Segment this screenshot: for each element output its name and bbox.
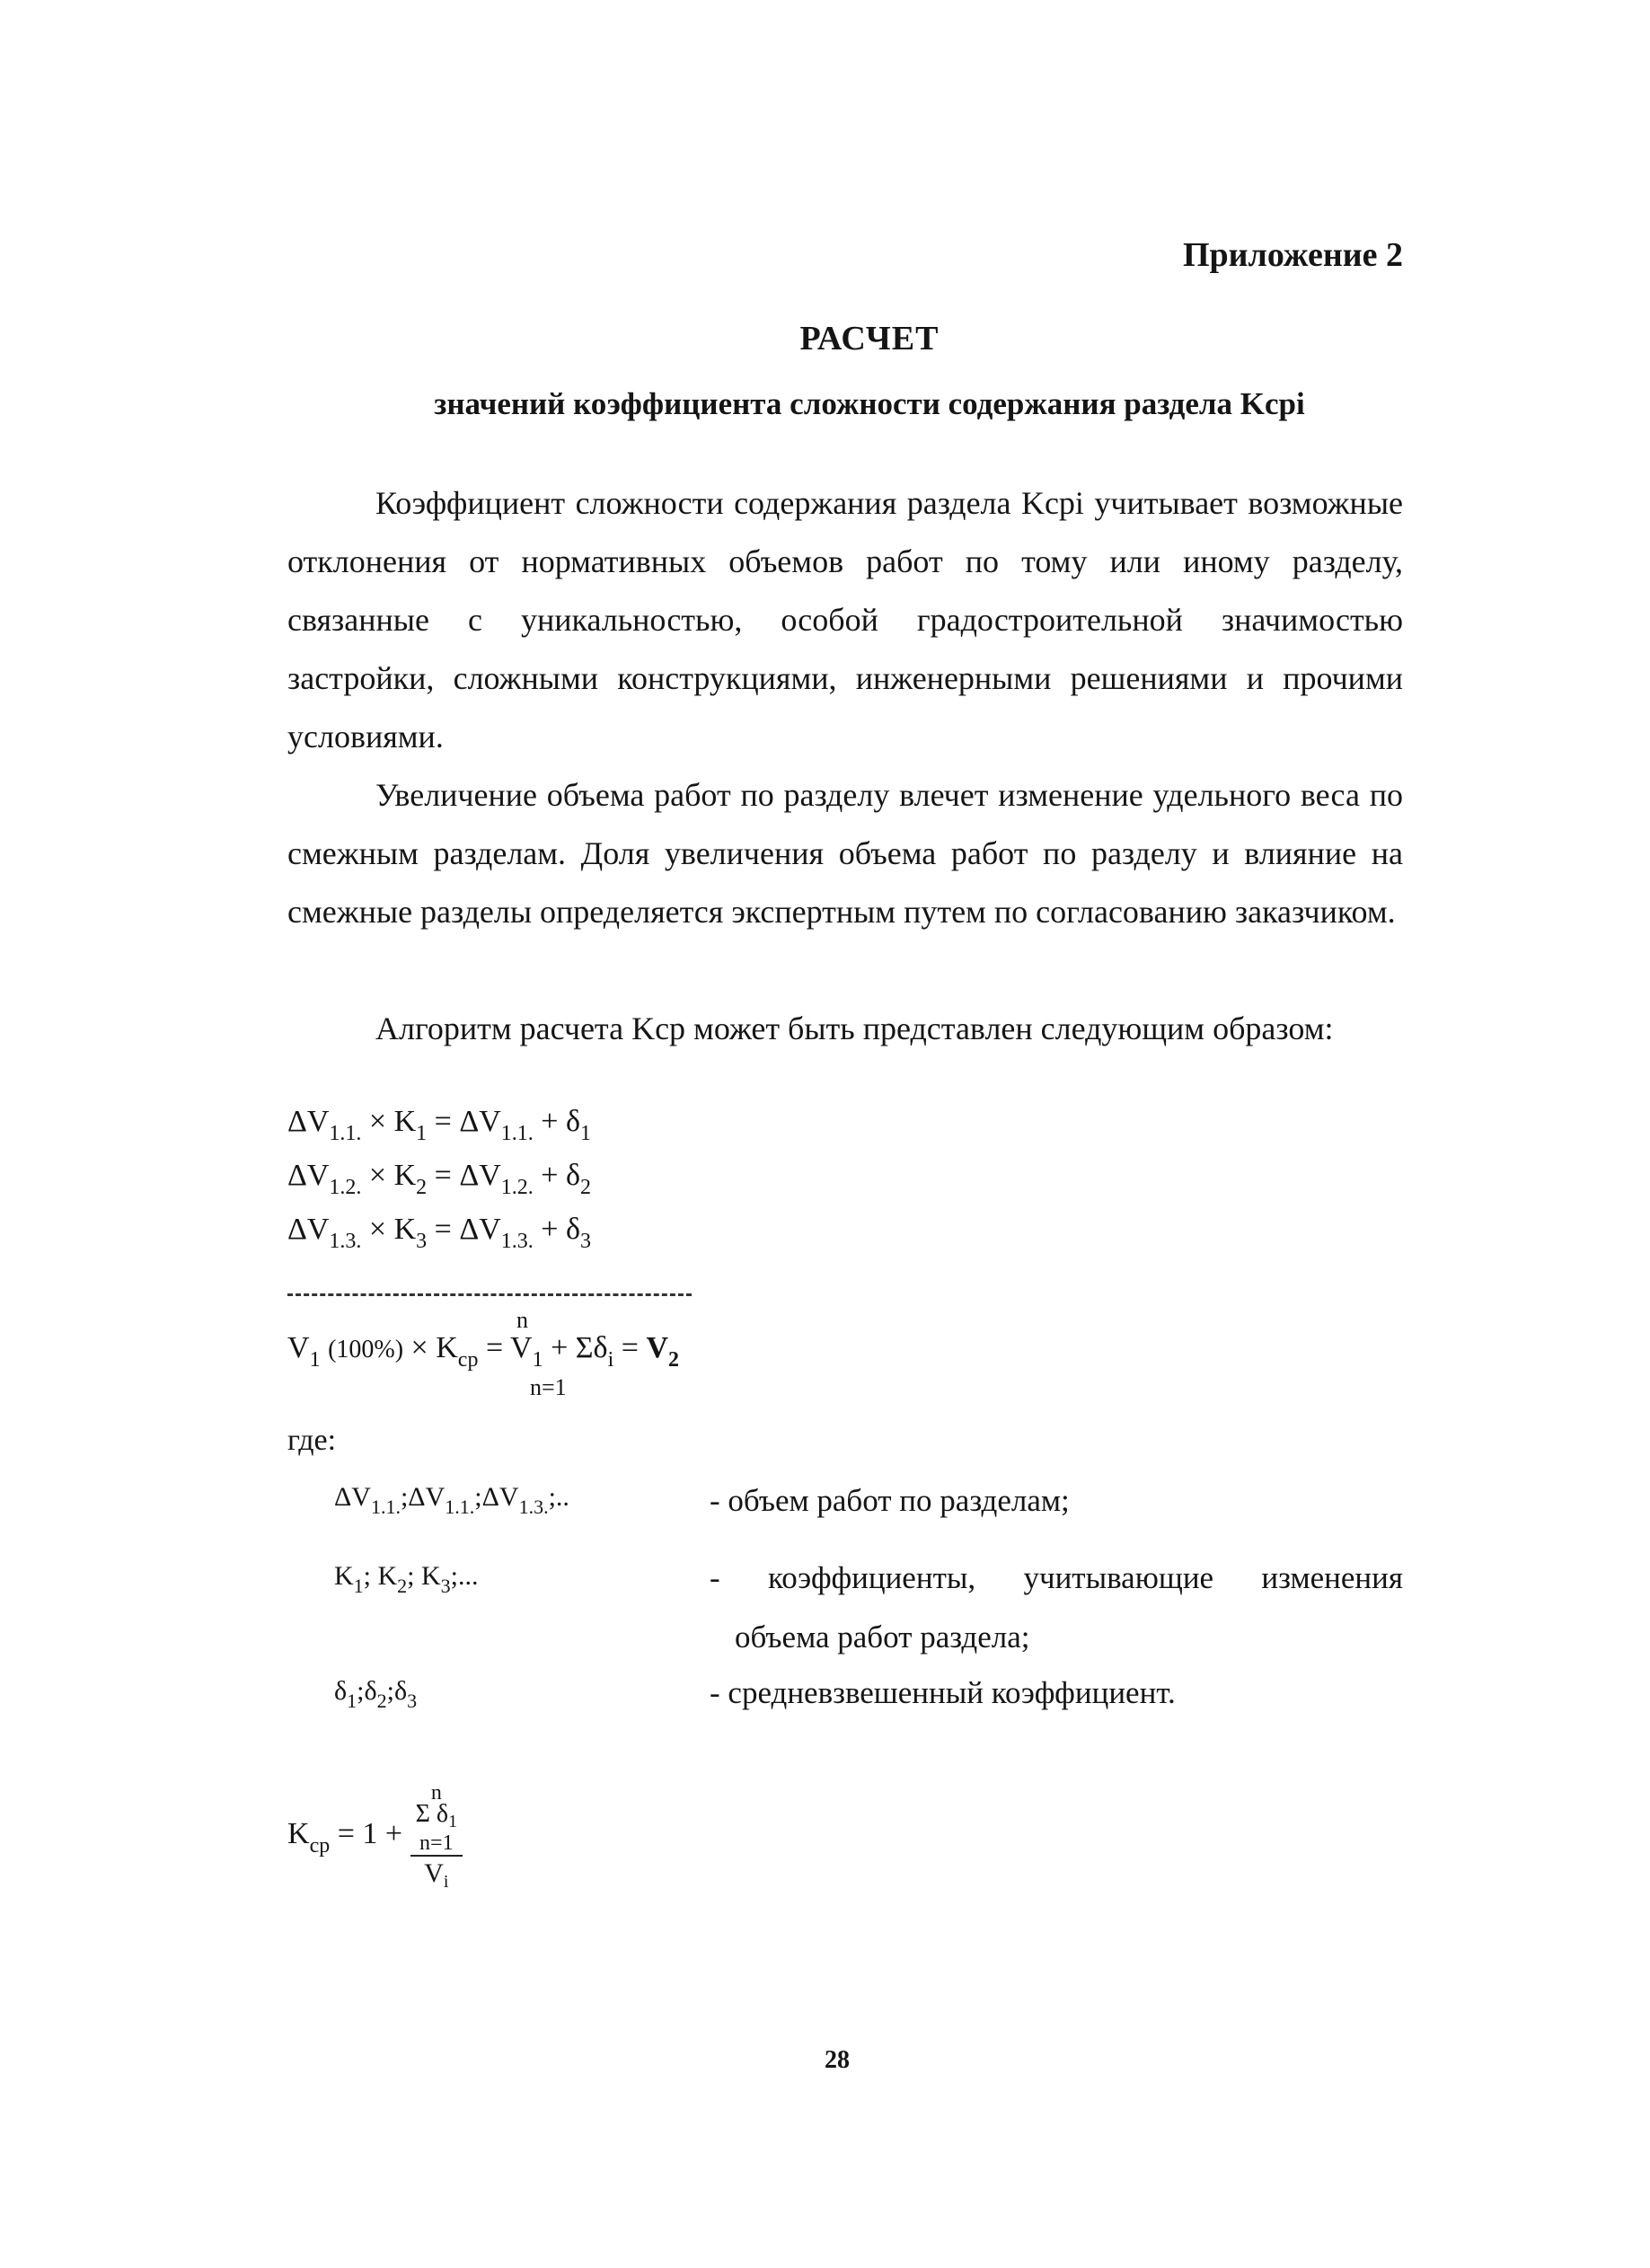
paragraph-1: Коэффициент сложности содержания раздела Kcpi учитывает возможные отклонения от нормативных объемов работ по тому или иному разделу, связанные с уникальностью, особой градостроительной значимостью застройки, сложными конструкциями, инженерными решениями и прочими условиями.	[287, 485, 1403, 755]
definition-text-volumes: - объем работ по разделам;	[710, 1483, 1070, 1518]
definition-text-coefficients-line2: объема работ раздела;	[735, 1619, 1030, 1655]
summary-equation: $V_1$ $(100\%) \times K_{cp} = V_1 + \Sigma\delta_i = V_2$	[287, 1331, 679, 1372]
summation-rule	[287, 1293, 692, 1296]
definition-symbol-coefficients: $K_1$; $K_2$; $K_3$;...	[334, 1561, 479, 1597]
definition-text-coefficients-line1: - коэффициенты, учитывающие изменения	[710, 1560, 1403, 1595]
equation-3: $\Delta V_{1.3.} \times K_3 = \Delta V_{1.3.} + \delta_3$	[287, 1213, 591, 1253]
equation-2: $\Delta V_{1.2.} \times K_2 = \Delta V_{1.2.} + \delta_2$	[287, 1159, 591, 1199]
final-formula: $K_{cp} = 1$ + n Σ $\delta_1$ n=1 $V_i$	[287, 1783, 463, 1893]
definition-text-deltas: - средневзвешенный коэффициент.	[710, 1675, 1176, 1710]
page-number: 28	[825, 2046, 850, 2074]
where-label: где:	[287, 1424, 337, 1457]
document-subtitle: значений коэффициента сложности содержания раздела Kcpi	[434, 386, 1305, 421]
definition-symbol-deltas: $\delta_1;\delta_2;\delta_3$	[334, 1676, 418, 1712]
final-formula-fraction: n Σ $\delta_1$ n=1 $V_i$	[410, 1783, 463, 1893]
summary-n-bottom: n=1	[530, 1374, 567, 1400]
document-title: РАСЧЕТ	[799, 320, 940, 357]
paragraph-3: Алгоритм расчета Kcp может быть представлен следующим образом:	[375, 1010, 1334, 1046]
equation-1: $\Delta V_{1.1.} \times K_1 = \Delta V_{1.1.} + \delta_1$	[287, 1105, 591, 1145]
paragraph-2: Увеличение объема работ по разделу влечет изменение удельного веса по смежным разделам. Доля увеличения объема работ по разделу и влияние на смежные разделы определяется экспертным путем по согласованию заказчиком.	[287, 777, 1403, 930]
summary-n-top: n	[516, 1307, 528, 1333]
definition-symbol-volumes: $\Delta V_{1.1.};\Delta V_{1.1.};\Delta V_{1.3.}$;..	[334, 1482, 569, 1518]
appendix-label: Приложение 2	[1182, 236, 1403, 274]
